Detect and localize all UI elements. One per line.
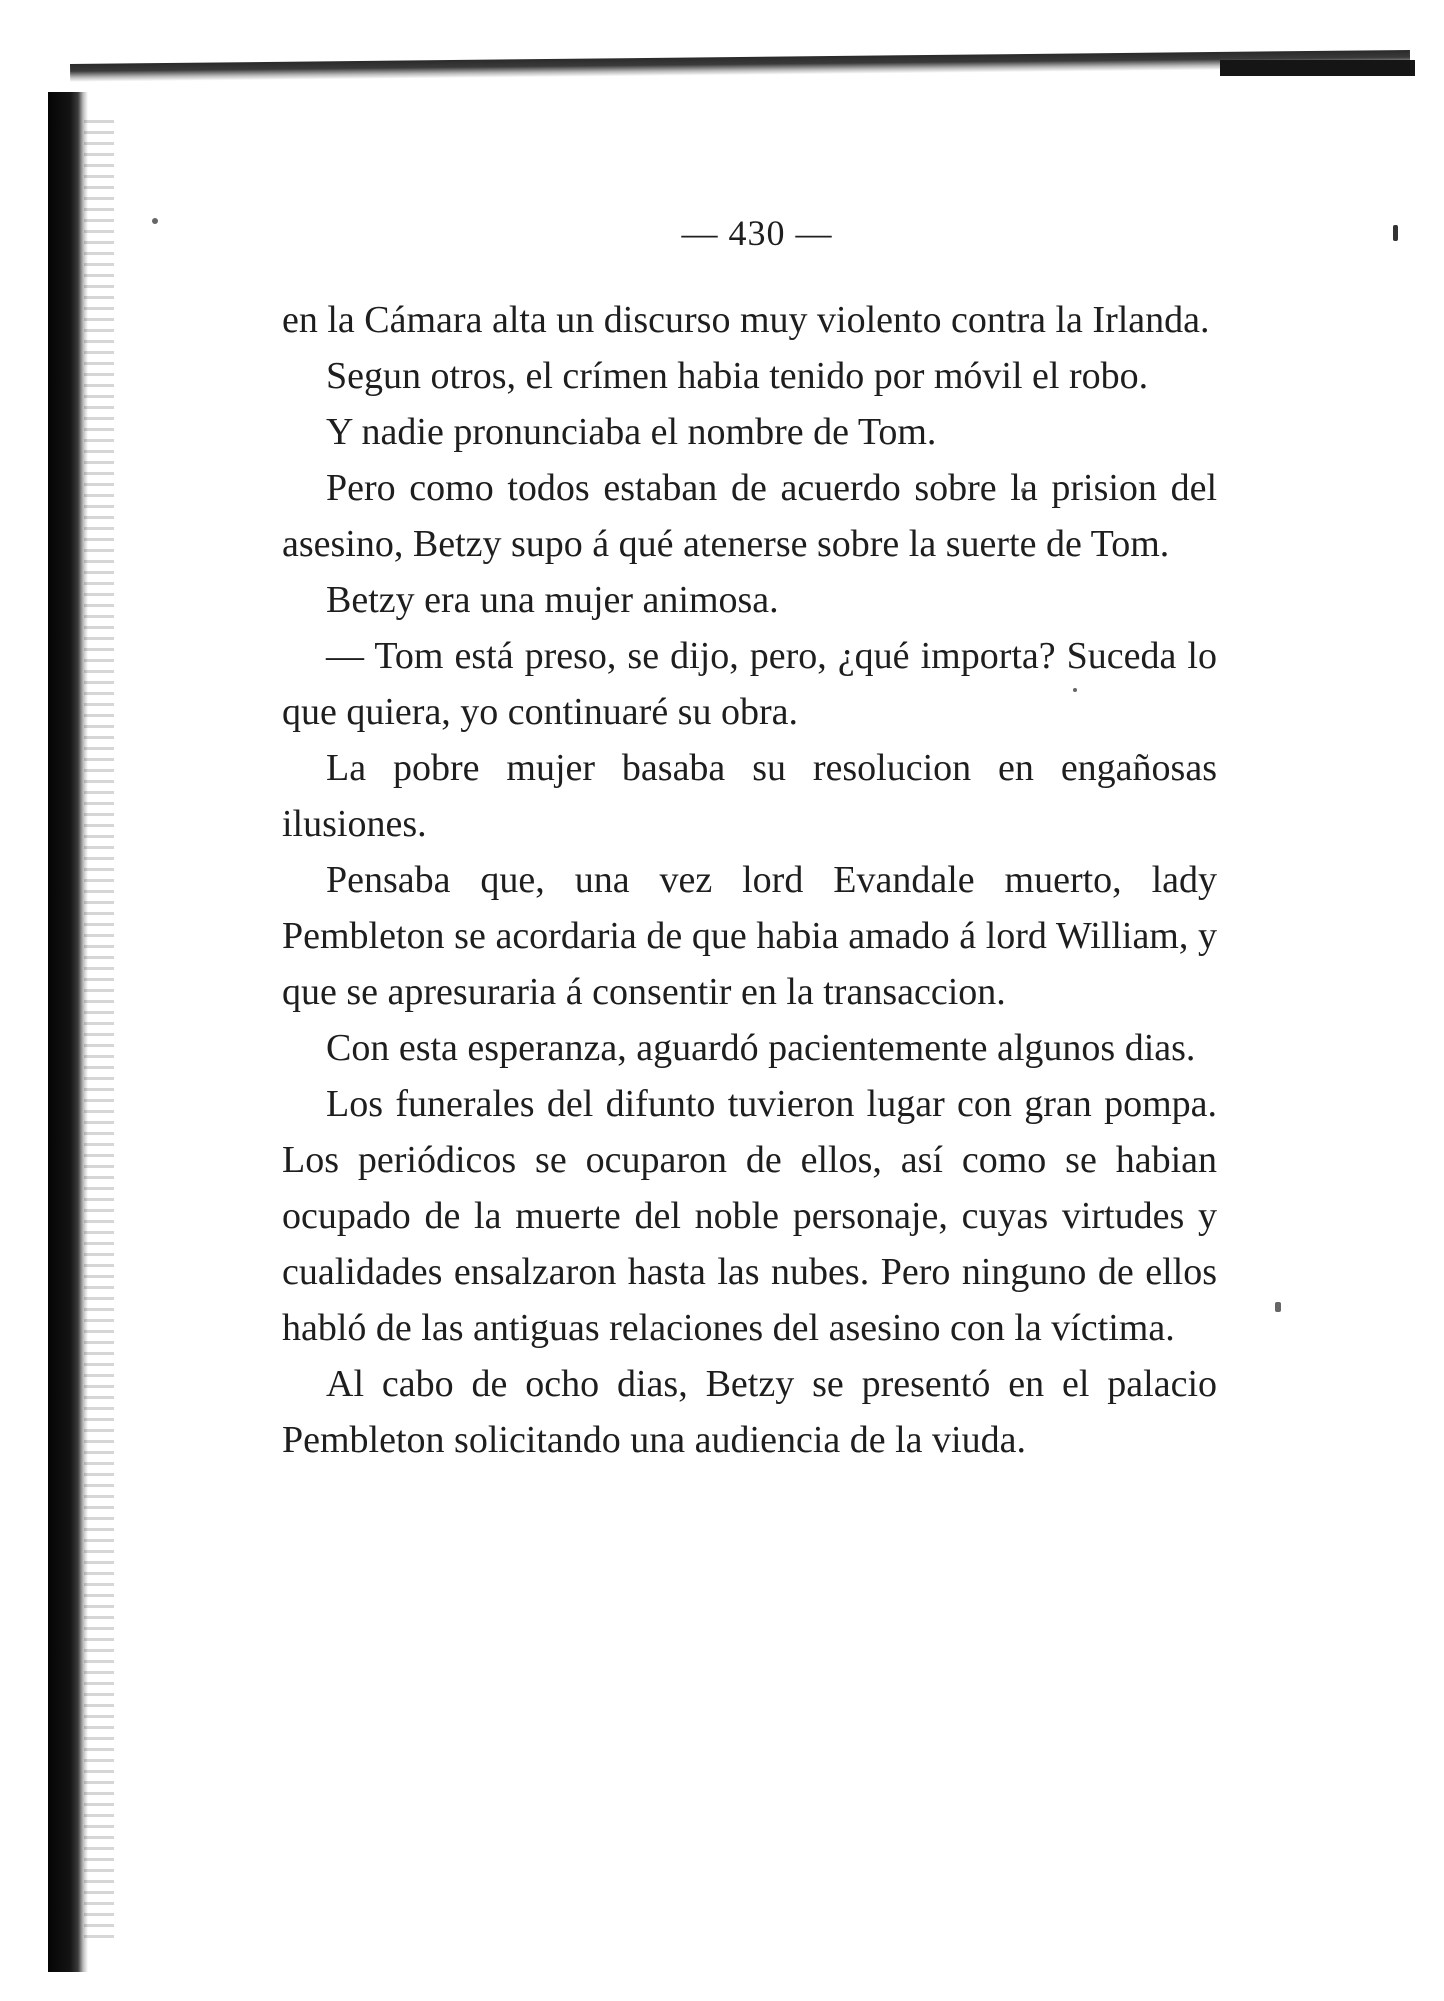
page-number: — 430 — xyxy=(681,213,833,253)
paragraph-6: — Tom está preso, se dijo, pero, ¿qué importa? Suceda lo que quiera, yo continuaré su obra. xyxy=(282,635,1217,733)
paragraph-11: Al cabo de ocho dias, Betzy se presentó en el palacio Pembleton solicitando una audiencia de la viuda. xyxy=(282,1363,1217,1461)
paragraph-8: Pensaba que, una vez lord Evandale muerto, lady Pembleton se acordaria de que habia amado á lord William, y que se apresuraria á consentir en la transaccion. xyxy=(282,859,1217,1013)
paragraph-3: Y nadie pronunciaba el nombre de Tom. xyxy=(326,411,937,453)
scan-top-edge xyxy=(70,50,1410,82)
scan-left-binding-edge xyxy=(48,92,88,1972)
scan-speck xyxy=(1275,1302,1281,1312)
scan-left-edge-noise xyxy=(84,120,114,1940)
paragraph-9: Con esta esperanza, aguardó pacientemente algunos dias. xyxy=(326,1027,1196,1069)
paragraph-1: en la Cámara alta un discurso muy violento contra la Irlanda. xyxy=(282,299,1210,341)
paragraph-7: La pobre mujer basaba su resolucion en engañosas ilusiones. xyxy=(282,747,1217,845)
paragraph-10: Los funerales del difunto tuvieron lugar con gran pompa. Los periódicos se ocuparon de ellos, así como se habian ocupado de la muerte del noble personaje, cuyas virtudes y cualidades ensalzaron hasta las nubes. Pero ninguno de ellos habló de las antiguas relaciones del asesino con la víctima. xyxy=(282,1083,1217,1349)
scan-top-edge-dark xyxy=(1220,60,1415,76)
paragraph-4: Pero como todos estaban de acuerdo sobre la prision del asesino, Betzy supo á qué atenerse sobre la suerte de Tom. xyxy=(282,467,1217,565)
paragraph-2: Segun otros, el crímen habia tenido por móvil el robo. xyxy=(326,355,1149,397)
body-text xyxy=(282,292,1217,1468)
paragraph-5: Betzy era una mujer animosa. xyxy=(326,579,779,621)
